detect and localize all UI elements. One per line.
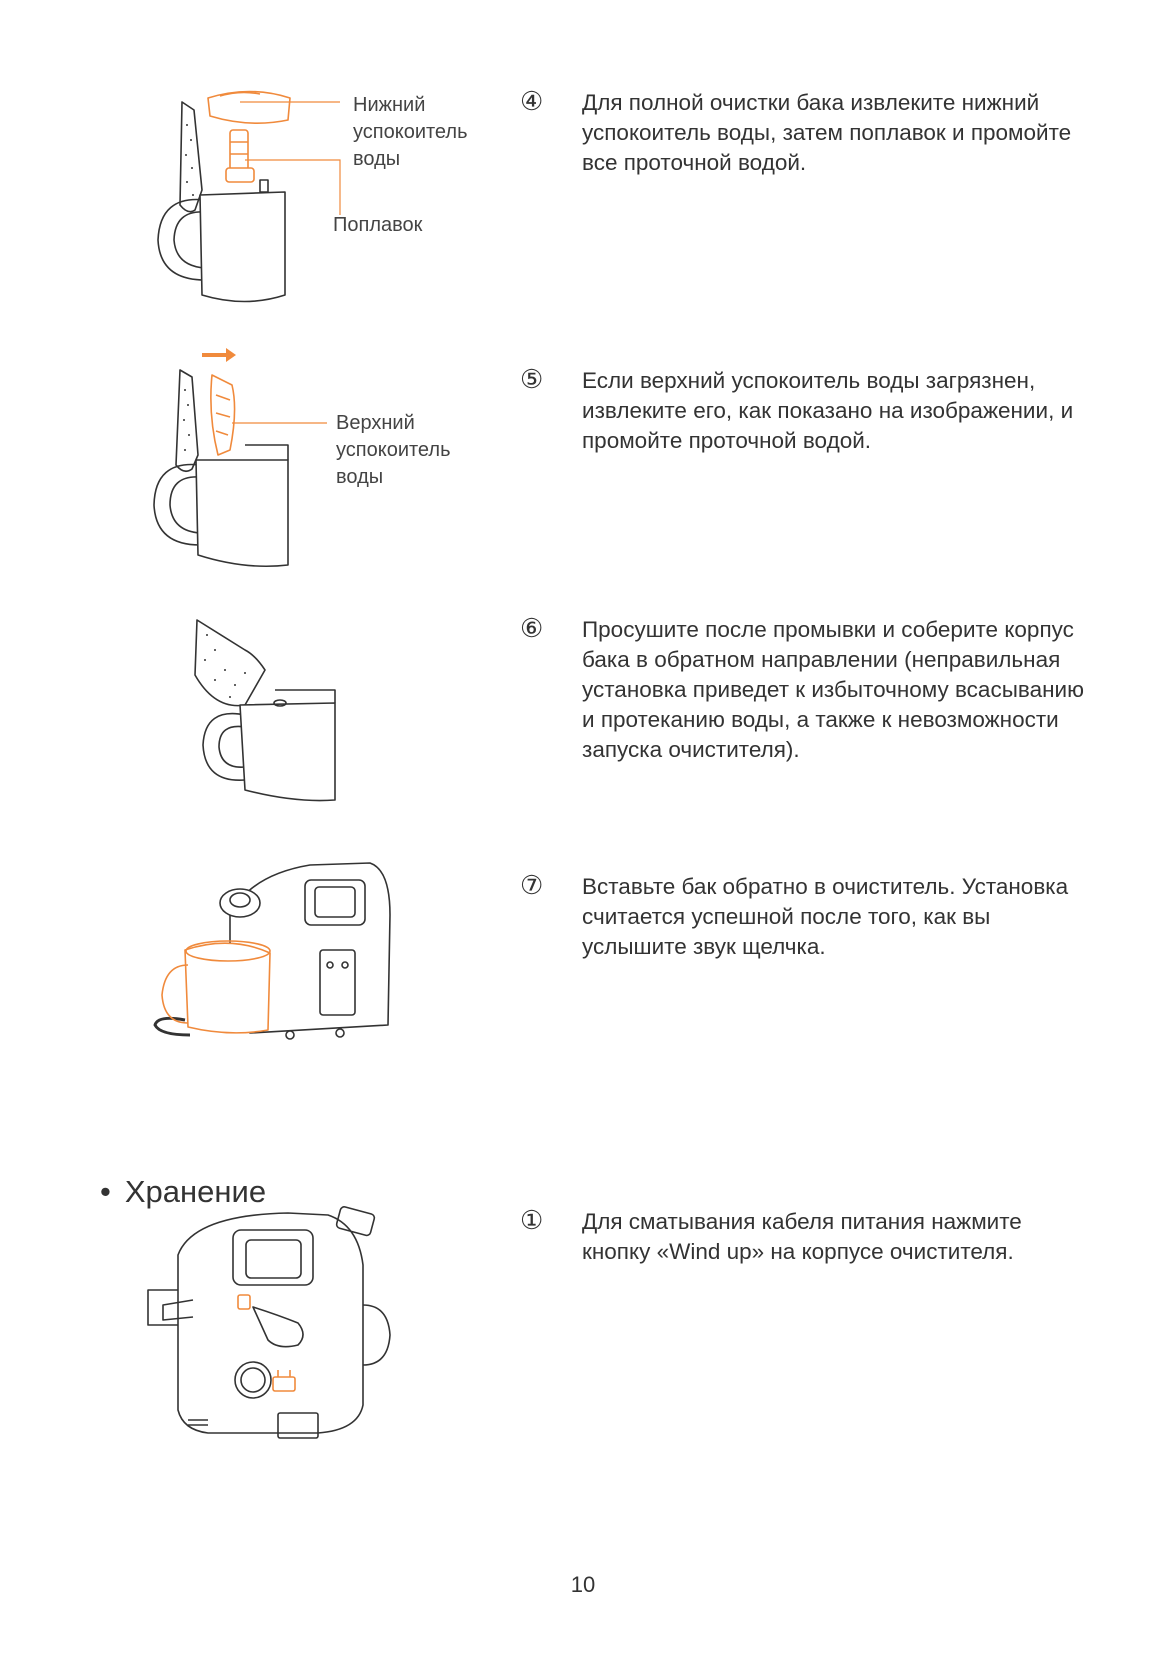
step-number: ⑤: [520, 365, 544, 395]
step-text: Для сматывания кабеля питания нажмите кнопку «Wind up» на корпусе очистителя.: [582, 1209, 1022, 1264]
step-number: ④: [520, 87, 544, 117]
step-text: Если верхний успокоитель воды загрязнен, извлеките его, как показано на изображении, и промойте проточной водой.: [582, 368, 1074, 453]
section-title-text: Хранение: [124, 1174, 267, 1209]
tank-reassembly-illustration: [185, 615, 360, 805]
callout-float: Поплавок: [333, 214, 423, 236]
step-text: Для полной очистки бака извлеките нижний успокоитель воды, затем поплавок и промойте все проточной водой.: [582, 90, 1072, 175]
callout-lower-damper: Нижний успокоитель воды: [353, 94, 468, 170]
bullet: •: [100, 1174, 111, 1209]
tank-insertion-illustration: [140, 855, 400, 1055]
step-number: ⑦: [520, 871, 544, 901]
tank-upper-damper-illustration: [150, 365, 350, 575]
arrow-right-icon: [200, 345, 240, 365]
step-number: ①: [520, 1206, 544, 1236]
callout-lines-figure-1: [240, 90, 360, 220]
step-text: Вставьте бак обратно в очиститель. Установка считается успешной после того, как вы услышите звук щелчка.: [582, 874, 1069, 959]
callout-upper-damper: Верхний успокоитель воды: [336, 412, 451, 488]
page-number: 10: [570, 1572, 596, 1597]
callout-line-figure-2: [232, 418, 332, 428]
step-text: Просушите после промывки и соберите корпус бака в обратном направлении (неправильная установка приведет к избыточному всасыванию и протеканию воды, а также к невозможности запуска очистителя).: [582, 617, 1084, 762]
step-number: ⑥: [520, 614, 544, 644]
cable-wind-up-illustration: [138, 1205, 398, 1450]
